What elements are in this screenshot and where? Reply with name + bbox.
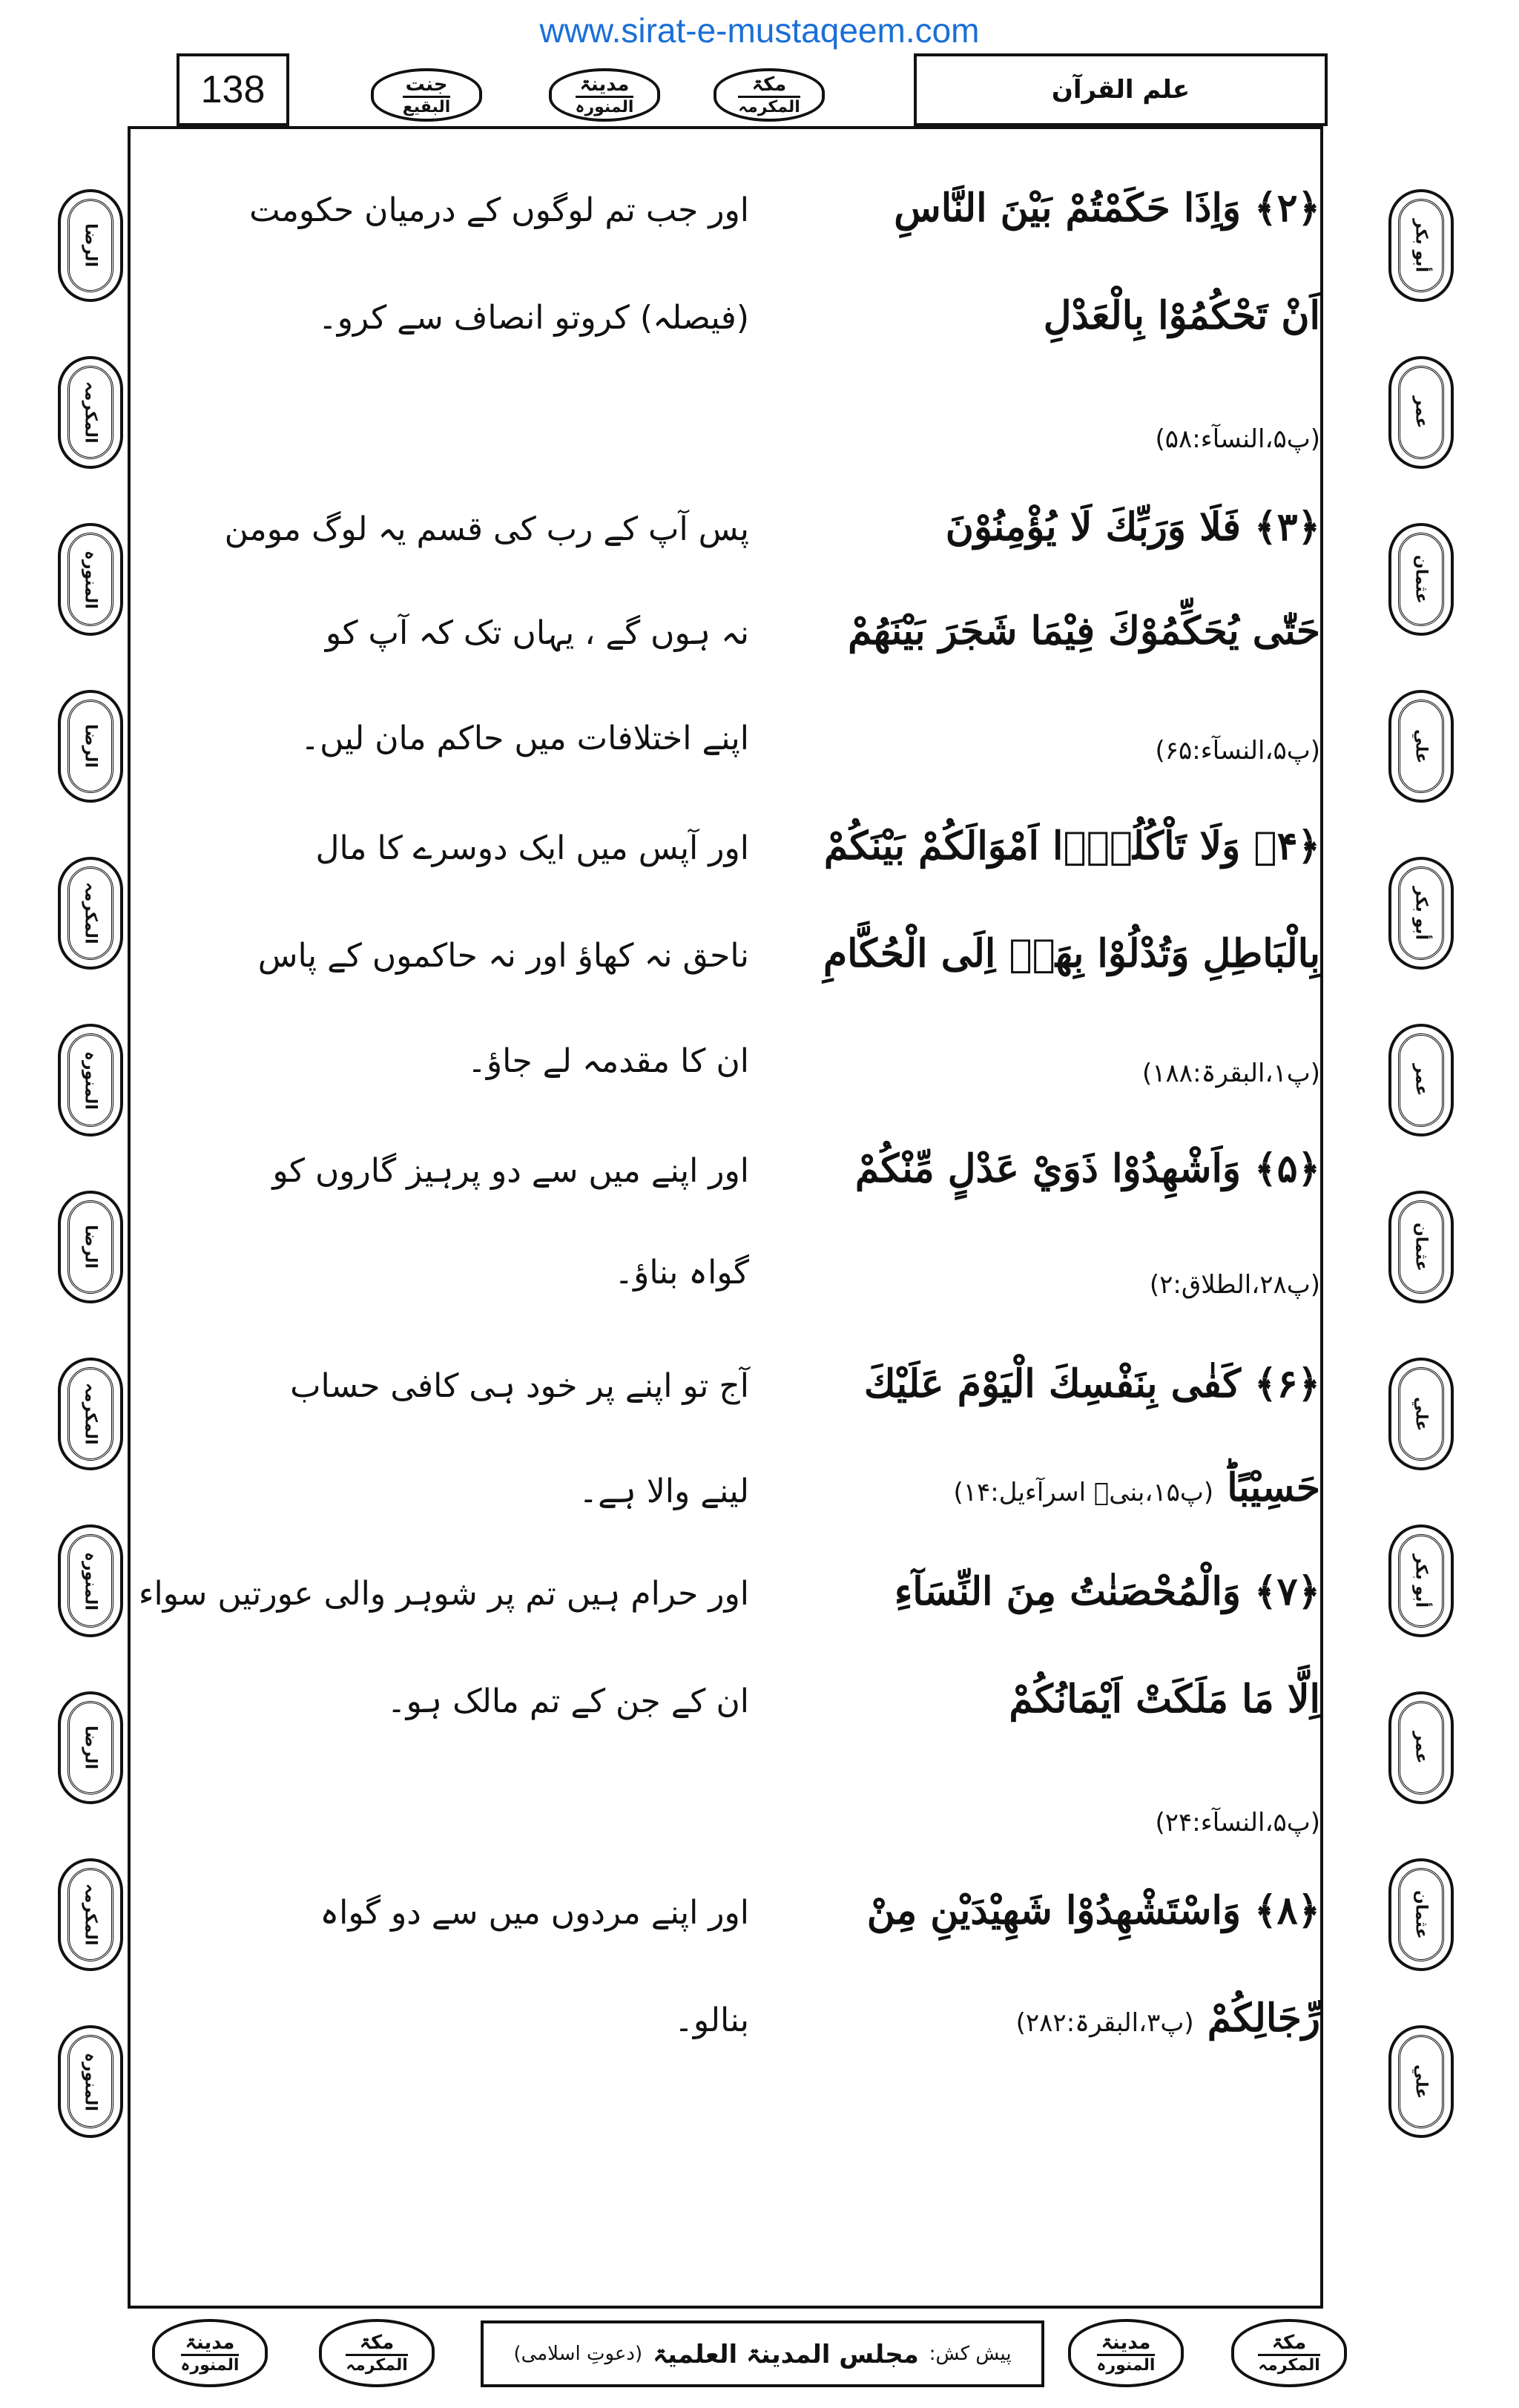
footer-seal-madina (152, 2319, 268, 2387)
side-tab[interactable] (1388, 1024, 1454, 1136)
side-tab[interactable] (1388, 356, 1454, 469)
verse-reference-line (771, 1046, 1320, 1135)
arabic-verse-line (771, 504, 1320, 593)
side-tab-label: المنورہ (81, 1551, 100, 1611)
verse-reference: (پ۳،البقرۃ:۲۸۲) (1015, 2008, 1194, 2038)
urdu-translation-line: پس آپ کے رب کی قسم یہ لوگ مومن (224, 510, 749, 548)
side-tab-label: الرضا (81, 1225, 100, 1269)
urdu-translation-line: اور حرام ہیں تم پر شوہر والی عورتیں سواء (138, 1575, 749, 1613)
side-tab[interactable] (1388, 1858, 1454, 1971)
side-tab[interactable] (58, 857, 123, 970)
urdu-translation-line: گواہ بناؤ۔ (614, 1254, 749, 1292)
verse-reference-line (771, 723, 1320, 812)
arabic-text: ﴿۸﴾ وَاسْتَشْهِدُوْا شَهِيْدَيْنِ مِنْ (866, 1888, 1320, 1933)
side-tab-label: أبو بكر (1411, 1554, 1431, 1608)
side-tab[interactable] (58, 1524, 123, 1637)
arabic-text: ﴿۴﴾ وَلَا تَاْكُلُوْۤا اَمْوَالَكُمْ بَيْنَكُمْ (823, 823, 1320, 869)
seal-line2: البقیع (403, 96, 451, 116)
page-number: 138 (177, 53, 289, 126)
side-tab[interactable] (58, 189, 123, 302)
arabic-text: ﴿۵﴾ وَاَشْهِدُوْا ذَوَيْ عَدْلٍ مِّنْكُمْ (854, 1146, 1320, 1191)
seal-line2: المنورہ (181, 2354, 240, 2374)
arabic-verse-line (771, 1996, 1320, 2085)
urdu-translation-line: اور آپس میں ایک دوسرے کا مال (315, 829, 749, 867)
arabic-text: حَتّٰى يُحَكِّمُوْكَ فِيْمَا شَجَرَ بَيْنَهُمْ (848, 608, 1320, 654)
arabic-text: اِلَّا مَا مَلَكَتْ اَيْمَانُكُمْ (1009, 1677, 1320, 1722)
arabic-verse-line (771, 185, 1320, 274)
side-tab-label: المکرمہ (81, 1383, 100, 1445)
side-tab[interactable] (58, 1191, 123, 1303)
urdu-translation-line: اپنے اختلافات میں حاکم مان لیں۔ (300, 720, 749, 757)
side-tab-label: عثمان (1411, 555, 1431, 604)
arabic-text: ﴿۷﴾ وَالْمُحْصَنٰتُ مِنَ النِّسَآءِ (894, 1569, 1320, 1614)
website-url[interactable]: www.sirat-e-mustaqeem.com (539, 11, 980, 50)
publisher-footer (481, 2320, 1044, 2387)
seal-line2: المکرمہ (1258, 2354, 1320, 2374)
seal-line2: المکرمہ (738, 96, 800, 116)
arabic-text: حَسِيْبًاؕ (1227, 1465, 1320, 1510)
arabic-text: بِالْبَاطِلِ وَتُدْلُوْا بِهَاۤ اِلَى الْحُكَّامِ (823, 931, 1320, 976)
urdu-translation-line: نہ ہوں گے ، یہاں تک کہ آپ کو (325, 614, 749, 652)
verse-reference: (پ۵،النسآء:۲۴) (1155, 1808, 1320, 1838)
urdu-translation-line: لینے والا ہے۔ (579, 1473, 749, 1510)
urdu-translation-line: اور اپنے میں سے دو پرہیز گاروں کو (272, 1152, 749, 1190)
footer-seal-madina (1068, 2319, 1184, 2387)
side-tab[interactable] (1388, 690, 1454, 803)
urdu-translation-line: بنالو۔ (674, 2001, 749, 2039)
presented-by-label: پیش کش: (929, 2343, 1012, 2365)
side-tab-label: عمر (1411, 396, 1431, 429)
seal-line1: مکۃ (1271, 2331, 1307, 2354)
side-tab-label: المکرمہ (81, 1884, 100, 1946)
header-seal-jannat (371, 68, 482, 122)
seal-line1: مکۃ (359, 2331, 395, 2354)
side-tab-label: أبو بكر (1411, 886, 1431, 940)
arabic-verse-line (771, 1361, 1320, 1450)
side-tab-label: الرضا (81, 223, 100, 268)
side-tab[interactable] (1388, 2025, 1454, 2138)
seal-line2: المنورہ (1097, 2354, 1156, 2374)
seal-line1: جنت (405, 73, 448, 96)
side-tab-label: أبو بكر (1411, 219, 1431, 272)
side-tab-label: الرضا (81, 1726, 100, 1770)
side-tab[interactable] (58, 1358, 123, 1470)
seal-line1: مدینۃ (1101, 2331, 1151, 2354)
arabic-verse-line (771, 1677, 1320, 1766)
verse-reference: (پ۵،النسآء:۶۵) (1155, 736, 1320, 766)
side-tab-label: علي (1411, 1396, 1431, 1432)
organization-name: (دعوتِ اسلامی) (513, 2343, 643, 2365)
seal-line2: المنورہ (576, 96, 634, 116)
side-tab-label: المنورہ (81, 1050, 100, 1110)
side-tab[interactable] (1388, 1191, 1454, 1303)
side-tab[interactable] (58, 1024, 123, 1136)
verse-reference: (پ۲۸،الطلاق:۲) (1149, 1270, 1320, 1300)
arabic-verse-line (771, 608, 1320, 697)
arabic-text: ﴿۳﴾ فَلَا وَرَبِّكَ لَا يُؤْمِنُوْنَ (945, 504, 1320, 550)
urdu-translation-line: اور اپنے مردوں میں سے دو گواہ (320, 1894, 749, 1932)
seal-line1: مدینۃ (185, 2331, 235, 2354)
arabic-text: رِّجَالِكُمْ (1207, 1996, 1320, 2041)
side-tab-label: عثمان (1411, 1223, 1431, 1272)
side-tab[interactable] (1388, 1358, 1454, 1470)
verse-reference: (پ۱۵،بنیۤ اسرآءیل:۱۴) (953, 1478, 1214, 1507)
book-title: علم القرآن (914, 53, 1328, 126)
verse-reference: (پ۵،النسآء:۵۸) (1155, 424, 1320, 454)
side-tab-label: المنورہ (81, 550, 100, 609)
arabic-verse-line (771, 1569, 1320, 1658)
side-tab-label: عمر (1411, 1064, 1431, 1096)
side-tab-label: علي (1411, 728, 1431, 764)
side-tab-label: المکرمہ (81, 882, 100, 944)
verse-reference-line (771, 1257, 1320, 1346)
side-tab[interactable] (1388, 189, 1454, 302)
publisher-name: مجلس المدینۃ العلمیۃ (653, 2339, 919, 2369)
side-tab[interactable] (58, 1691, 123, 1804)
side-tab[interactable] (1388, 1691, 1454, 1804)
seal-line2: المکرمہ (346, 2354, 408, 2374)
side-tab-label: عمر (1411, 1731, 1431, 1764)
verse-reference: (پ۱،البقرۃ:۱۸۸) (1142, 1059, 1320, 1088)
footer-seal-makkah (1231, 2319, 1347, 2387)
side-tab[interactable] (1388, 523, 1454, 636)
arabic-text: ﴿۲﴾ وَاِذَا حَكَمْتُمْ بَيْنَ النَّاسِ (894, 185, 1320, 231)
side-tab[interactable] (1388, 857, 1454, 970)
side-tab-label: المکرمہ (81, 381, 100, 444)
side-tab-label: علي (1411, 2064, 1431, 2099)
arabic-verse-line (771, 931, 1320, 1020)
urdu-translation-line: اور جب تم لوگوں کے درمیان حکومت (249, 191, 749, 229)
header-seal-madina (549, 68, 660, 122)
footer-seal-makkah (319, 2319, 435, 2387)
seal-line1: مدینۃ (579, 73, 630, 96)
urdu-translation-line: آج تو اپنے پر خود ہی کافی حساب (290, 1367, 749, 1405)
urdu-translation-line: ان کے جن کے تم مالک ہو۔ (386, 1682, 749, 1720)
arabic-text: ﴿۶﴾ كَفٰى بِنَفْسِكَ الْيَوْمَ عَلَيْكَ (863, 1361, 1320, 1407)
side-tab[interactable] (58, 690, 123, 803)
arabic-verse-line (771, 1888, 1320, 1977)
header-seal-makkah (714, 68, 825, 122)
arabic-verse-line (771, 1146, 1320, 1235)
side-tab-label: عثمان (1411, 1890, 1431, 1939)
side-tab[interactable] (58, 1858, 123, 1971)
arabic-verse-line (771, 293, 1320, 382)
urdu-translation-line: (فیصلہ) کروتو انصاف سے کرو۔ (317, 299, 749, 337)
arabic-verse-line (771, 1465, 1320, 1554)
urdu-translation-line: ناحق نہ کھاؤ اور نہ حاکموں کے پاس (257, 937, 749, 975)
side-tab[interactable] (58, 356, 123, 469)
side-tab[interactable] (58, 523, 123, 636)
side-tab[interactable] (58, 2025, 123, 2138)
verse-reference-line (771, 412, 1320, 501)
seal-line1: مکۃ (751, 73, 787, 96)
urdu-translation-line: ان کا مقدمہ لے جاؤ۔ (467, 1042, 749, 1080)
side-tab-label: الرضا (81, 724, 100, 769)
side-tab[interactable] (1388, 1524, 1454, 1637)
verse-reference-line (771, 1795, 1320, 1884)
arabic-text: اَنْ تَحْكُمُوْا بِالْعَدْلِ (1043, 293, 1320, 338)
side-tab-label: المنورہ (81, 2052, 100, 2111)
arabic-verse-line (771, 823, 1320, 912)
